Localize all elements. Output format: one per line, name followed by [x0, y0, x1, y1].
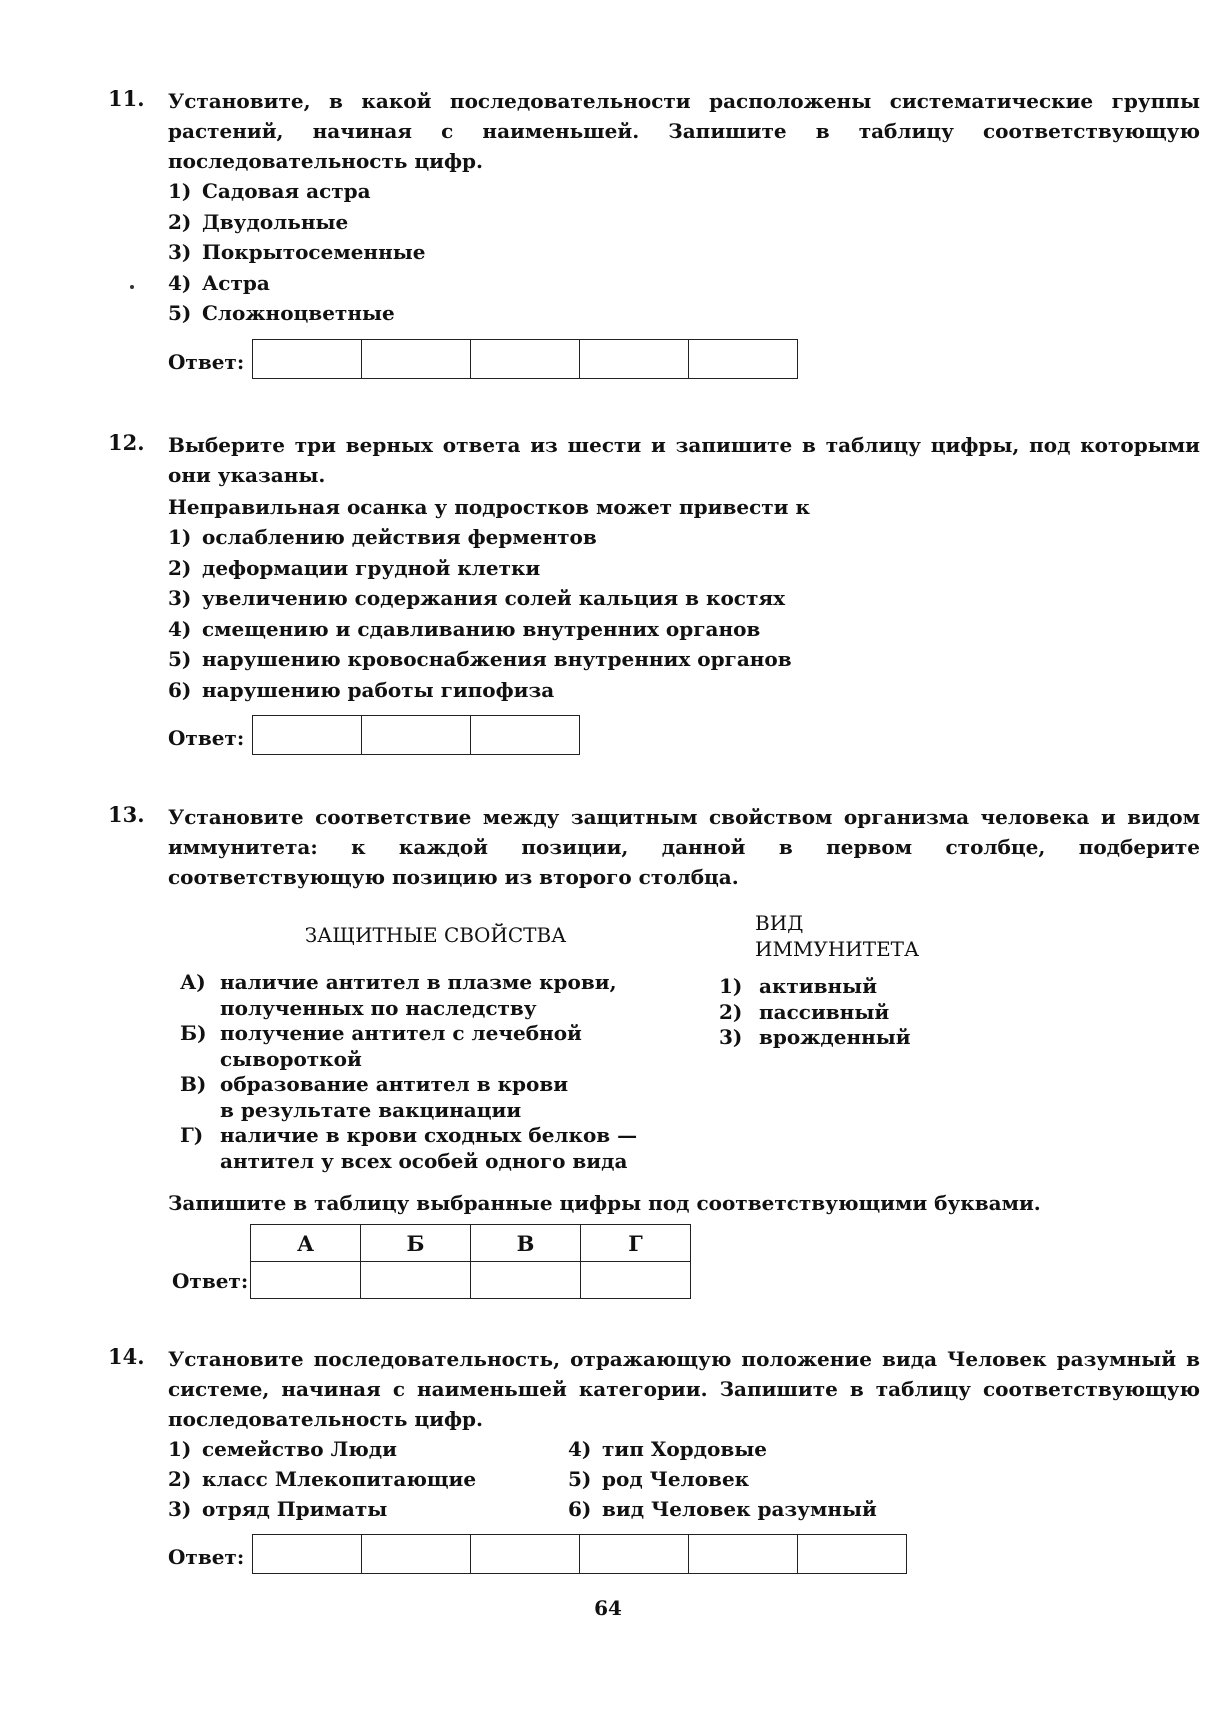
answer-cell[interactable] — [362, 340, 471, 378]
match-option: 1) активный — [719, 974, 878, 998]
option-item: 3) отряд Приматы — [168, 1497, 388, 1521]
right-column-header: ВИД ИММУНИТЕТА — [755, 911, 920, 961]
answer-row — [168, 1224, 1200, 1299]
match-item: В) образование антител в крови в результате вакцинации — [180, 1072, 569, 1122]
answer-cell[interactable] — [253, 340, 362, 378]
answer-cell[interactable] — [580, 340, 689, 378]
left-column-header: ЗАЩИТНЫЕ СВОЙСТВА — [304, 923, 567, 947]
answer-cell[interactable] — [581, 1262, 691, 1299]
task-13 — [108, 802, 1200, 1299]
answer-row — [168, 1534, 1200, 1574]
answer-cell[interactable] — [362, 716, 471, 754]
task-number: 11. — [108, 86, 145, 111]
answer-cell[interactable] — [253, 1535, 362, 1573]
match-item: А) наличие антител в плазме крови, полученных по наследству — [180, 970, 617, 1020]
table-header: А — [251, 1225, 361, 1262]
task-prompt: Установите последовательность, отражающую положение вида Человек разумный в системе, начиная с наименьшей категории. Запишите в таблицу соответствующую последовательность цифр. — [168, 1347, 1200, 1431]
answer-cell[interactable] — [253, 716, 362, 754]
answer-cell[interactable] — [689, 1535, 798, 1573]
answer-label: Ответ: — [168, 1545, 245, 1569]
option-item: 3) увеличению содержания солей кальция в костях — [168, 586, 786, 610]
stray-mark — [130, 285, 134, 289]
match-item: Б) получение антител с лечебной сывороткой — [180, 1021, 582, 1071]
right-column — [719, 910, 919, 1174]
task-prompt: Установите, в какой последовательности расположены систематические группы растений, начиная с наименьшей. Запишите в таблицу соответствующую последовательность цифр. — [168, 89, 1200, 173]
option-item: 4) Астра — [168, 270, 270, 295]
answer-cell[interactable] — [362, 1535, 471, 1573]
task-number: 14. — [108, 1344, 145, 1369]
answer-cells — [252, 339, 798, 379]
task-lead: Неправильная осанка у подростков может привести к — [168, 495, 810, 519]
option-item: 2) Двудольные — [168, 209, 349, 234]
answer-cell[interactable] — [251, 1262, 361, 1299]
task-14 — [108, 1344, 1200, 1574]
table-header: В — [471, 1225, 581, 1262]
option-item: 1) ослаблению действия ферментов — [168, 525, 597, 549]
answer-cell[interactable] — [471, 340, 580, 378]
option-item: 1) Садовая астра — [168, 179, 371, 203]
task-prompt: Установите соответствие между защитным свойством организма человека и видом иммунитета: к каждой позиции, данной в первом столбце, подберите соответствующую позицию из второго столбца. — [168, 805, 1200, 889]
answer-cell[interactable] — [471, 1262, 581, 1299]
option-item: 2) класс Млекопитающие — [168, 1467, 477, 1491]
answer-cell[interactable] — [798, 1535, 906, 1573]
option-item: 5) род Человек — [568, 1467, 750, 1491]
answer-cell[interactable] — [689, 340, 797, 378]
answer-label: Ответ: — [168, 726, 245, 750]
option-item: 3) Покрытосеменные — [168, 240, 426, 264]
task-number: 13. — [108, 802, 145, 827]
table-header: Г — [581, 1225, 691, 1262]
table-instruction: Запишите в таблицу выбранные цифры под соответствующими буквами. — [168, 1191, 1041, 1215]
page-number: 64 — [594, 1596, 622, 1620]
answer-row — [168, 339, 1200, 379]
answer-row — [168, 715, 1200, 755]
left-column — [168, 910, 703, 1174]
task-12 — [108, 430, 1200, 755]
table-header: Б — [361, 1225, 471, 1262]
answer-table — [250, 1224, 691, 1299]
option-item: 4) тип Хордовые — [568, 1437, 768, 1461]
answer-label: Ответ: — [172, 1269, 249, 1293]
match-option: 3) врожденный — [719, 1025, 911, 1049]
answer-cells — [252, 1534, 907, 1574]
option-item: 4) смещению и сдавливанию внутренних органов — [168, 616, 761, 641]
option-grid — [168, 1434, 1200, 1524]
option-item: 6) вид Человек разумный — [568, 1497, 877, 1521]
option-item: 5) нарушению кровоснабжения внутренних органов — [168, 647, 792, 671]
answer-cell[interactable] — [361, 1262, 471, 1299]
option-list — [168, 176, 1200, 329]
matching-columns — [168, 910, 1200, 1174]
task-prompt: Выберите три верных ответа из шести и запишите в таблицу цифры, под которыми они указаны. — [168, 433, 1200, 487]
match-item: Г) наличие в крови сходных белков — антител у всех особей одного вида — [180, 1123, 638, 1173]
option-list — [168, 522, 1200, 705]
task-number: 12. — [108, 430, 145, 455]
answer-cells — [252, 715, 580, 755]
match-option: 2) пассивный — [719, 999, 890, 1024]
option-item: 2) деформации грудной клетки — [168, 555, 541, 580]
option-item: 6) нарушению работы гипофиза — [168, 677, 555, 702]
option-item: 5) Сложноцветные — [168, 301, 395, 325]
answer-cell[interactable] — [471, 1535, 580, 1573]
answer-cell[interactable] — [580, 1535, 689, 1573]
answer-label: Ответ: — [168, 349, 245, 374]
option-item: 1) семейство Люди — [168, 1437, 397, 1461]
task-11 — [108, 86, 1200, 379]
answer-cell[interactable] — [471, 716, 579, 754]
